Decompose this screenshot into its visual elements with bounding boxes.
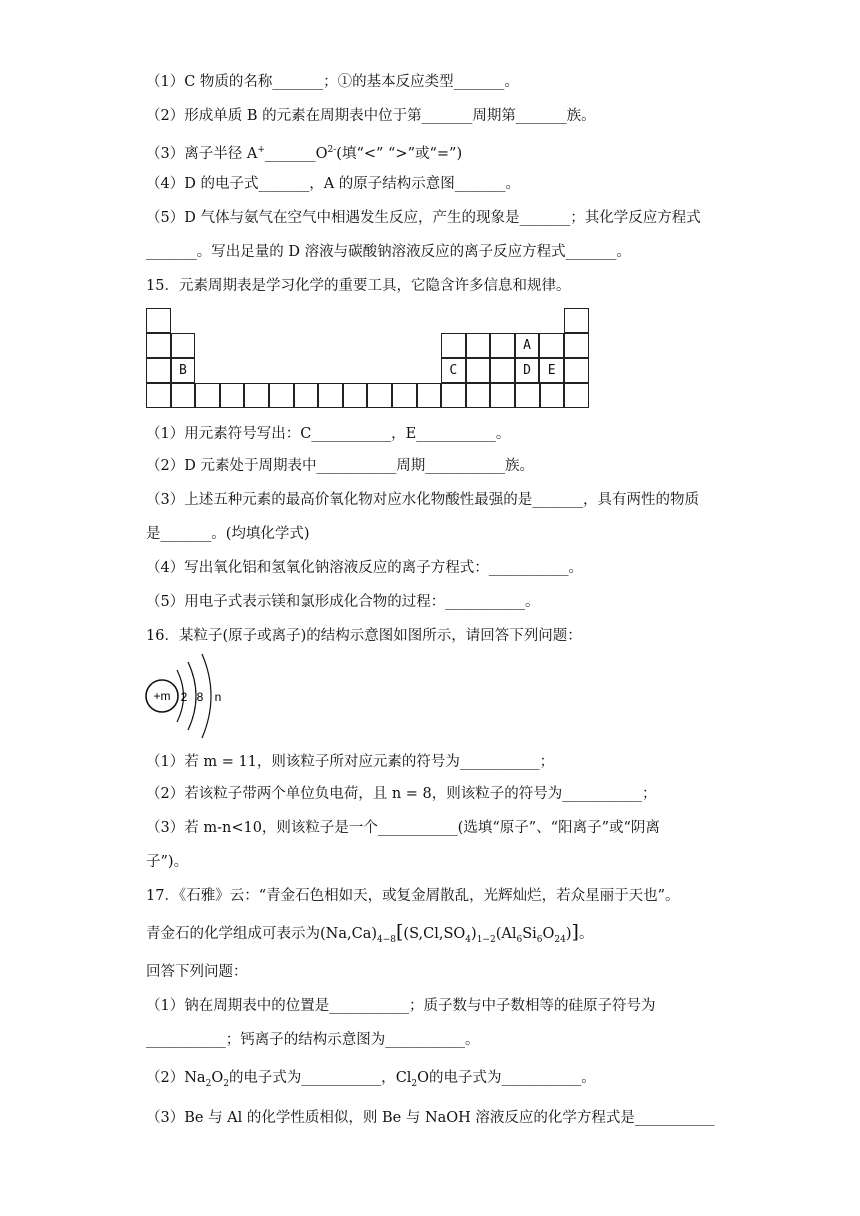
- lapis-formula: $(Na,Ca)_{4-8}[(S,Cl,SO_4)_{1-2}(Al_6Si_6O_{24})]$: [320, 921, 579, 945]
- ptable-cell-A: A: [515, 333, 540, 358]
- q15-part3-cont: 是_______。(均填化学式): [146, 526, 310, 542]
- ptable-cell: [564, 308, 589, 333]
- q15-title: 15．元素周期表是学习化学的重要工具，它隐含许多信息和规律。: [146, 278, 571, 294]
- ptable-cell-C: C: [441, 358, 466, 383]
- q17-composition-end: 。: [578, 926, 594, 942]
- q17-part2: [146, 1068, 720, 1094]
- formula-o-sub: 24: [554, 934, 566, 945]
- q17-part2-text-c: 的电子式为___________。: [429, 1070, 596, 1086]
- q16-title: 16．某粒子(原子或离子)的结构示意图如图所示，请回答下列问题：: [146, 628, 582, 644]
- formula-bracket-close: ]: [571, 921, 579, 943]
- q14-part2: （2）形成单质 B 的元素在周期表中位于第_______周期第_______族。: [146, 108, 596, 124]
- q17-part2-label: （2）: [146, 1070, 185, 1086]
- formula-al-sub: 6: [516, 934, 523, 945]
- ptable-cell: [269, 383, 294, 408]
- ptable-cell: [195, 383, 220, 408]
- q14-part3-sup1: +: [257, 145, 265, 155]
- ptable-cell-B: B: [171, 358, 196, 383]
- q14-part1: （1）C 物质的名称_______；①的基本反应类型_______。: [146, 74, 519, 90]
- formula-s-cl: S,Cl,SO: [409, 926, 466, 942]
- q14-part3-text-b: _______O: [264, 145, 328, 162]
- q17-part3: （3）Be 与 Al 的化学性质相似，则 Be 与 NaOH 溶液反应的化学方程式是___________: [146, 1110, 715, 1126]
- q16-part1: （1）若 m = 11，则该粒子所对应元素的符号为___________；: [146, 754, 555, 770]
- formula-so4-sub: 4: [465, 934, 472, 945]
- formula-si-sub: 6: [536, 934, 543, 945]
- shell1-electrons: 2: [180, 690, 188, 704]
- formula-sub1: 4−8: [377, 934, 396, 945]
- ptable-cell: [564, 358, 589, 383]
- ptable-cell: [294, 383, 319, 408]
- q14-part3-text-c: (填“<” “>”或“=”): [336, 145, 463, 162]
- q17-prompt: 回答下列问题：: [146, 964, 248, 980]
- q15-part5: （5）用电子式表示镁和氯形成化合物的过程：___________。: [146, 594, 540, 610]
- ptable-cell: [171, 333, 196, 358]
- formula-na-ca: (Na,Ca): [320, 926, 377, 942]
- q17-part1-cont: ___________；钙离子的结构示意图为___________。: [146, 1032, 480, 1048]
- ptable-cell: [466, 383, 491, 408]
- ptable-cell: [466, 333, 491, 358]
- ptable-cell: [146, 358, 171, 383]
- q17-composition: [146, 922, 720, 950]
- q15-part1: （1）用元素符号写出：C___________，E___________。: [146, 426, 511, 442]
- q15-part3: （3）上述五种元素的最高价氧化物对应水化物酸性最强的是_______，具有两性的物质: [146, 492, 699, 508]
- ptable-cell: [540, 383, 565, 408]
- q17-part2-text-b: 的电子式为___________，: [228, 1070, 396, 1086]
- shell-arc-3: [202, 654, 211, 738]
- ptable-cell: [490, 383, 515, 408]
- ptable-cell: [146, 308, 171, 333]
- na2o2-o: O: [211, 1070, 224, 1086]
- ptable-cell: [515, 383, 540, 408]
- ptable-cell: [466, 358, 491, 383]
- q14-part3: [146, 140, 720, 164]
- ptable-cell-E: E: [539, 358, 564, 383]
- cl2o-sub: 2: [411, 1078, 418, 1089]
- nucleus-label: +m: [153, 689, 171, 703]
- q14-part3-sup2: 2-: [327, 145, 337, 155]
- shell3-electrons: n: [214, 690, 222, 704]
- cl2o-cl: Cl: [395, 1070, 412, 1086]
- shell-arc-2: [188, 662, 196, 730]
- ptable-cell: [220, 383, 245, 408]
- formula-si: Si: [522, 926, 537, 942]
- ptable-cell: [441, 383, 466, 408]
- ptable-cell-D: D: [515, 358, 540, 383]
- ptable-cell: [490, 333, 515, 358]
- ptable-cell: [392, 383, 417, 408]
- q16-part3-cont: 子”)。: [146, 854, 189, 870]
- cl2o-o: O: [417, 1070, 430, 1086]
- q15-part2: （2）D 元素处于周期表中___________周期___________族。: [146, 458, 534, 474]
- ptable-cell: [146, 383, 171, 408]
- formula-sub2: 1−2: [476, 934, 496, 945]
- q17-composition-text: 青金石的化学组成可表示为: [146, 926, 320, 942]
- shell2-electrons: 8: [196, 690, 204, 704]
- ptable-cell: [490, 358, 515, 383]
- na2o2-sub2: 2: [223, 1078, 229, 1089]
- ptable-cell: [318, 383, 343, 408]
- q14-part5-cont: _______。写出足量的 D 溶液与碳酸钠溶液反应的离子反应方程式_______。: [146, 244, 631, 260]
- ptable-cell: [146, 333, 171, 358]
- ptable-cell: [441, 333, 466, 358]
- q16-part2: （2）若该粒子带两个单位负电荷，且 n = 8，则该粒子的符号为___________；: [146, 786, 657, 802]
- q17-part1: （1）钠在周期表中的位置是___________；质子数与中子数相等的硅原子符号为: [146, 998, 656, 1014]
- q17-title: 17．《石雅》云：“青金石色相如天，或复金屑散乱，光辉灿烂，若众星丽于天也”。: [146, 888, 680, 904]
- q14-part5: （5）D 气体与氨气在空气中相遇发生反应，产生的现象是_______；其化学反应方程式: [146, 210, 701, 226]
- ptable-cell: [564, 333, 589, 358]
- ptable-cell: [244, 383, 269, 408]
- q15-part4: （4）写出氧化铝和氢氧化钠溶液反应的离子方程式：___________。: [146, 560, 583, 576]
- na2o2-na: Na: [184, 1070, 206, 1086]
- formula-al: Al: [501, 926, 517, 942]
- ptable-cell: [367, 383, 392, 408]
- ptable-cell: [171, 383, 196, 408]
- ptable-cell: [417, 383, 442, 408]
- q14-part3-text-a: （3）离子半径 A: [146, 145, 258, 162]
- atomic-structure-diagram: [144, 652, 254, 740]
- na2o2-sub1: 2: [205, 1078, 212, 1089]
- formula-o: O: [542, 926, 555, 942]
- q16-part3: （3）若 m-n<10，则该粒子是一个___________(选填“原子”、“阳离子”或“阴离: [146, 820, 660, 836]
- ptable-cell: [539, 333, 564, 358]
- formula-bracket-open: [: [396, 921, 404, 943]
- ptable-cell: [343, 383, 368, 408]
- ptable-cell: [564, 383, 589, 408]
- q14-part4: （4）D 的电子式_______，A 的原子结构示意图_______。: [146, 176, 521, 192]
